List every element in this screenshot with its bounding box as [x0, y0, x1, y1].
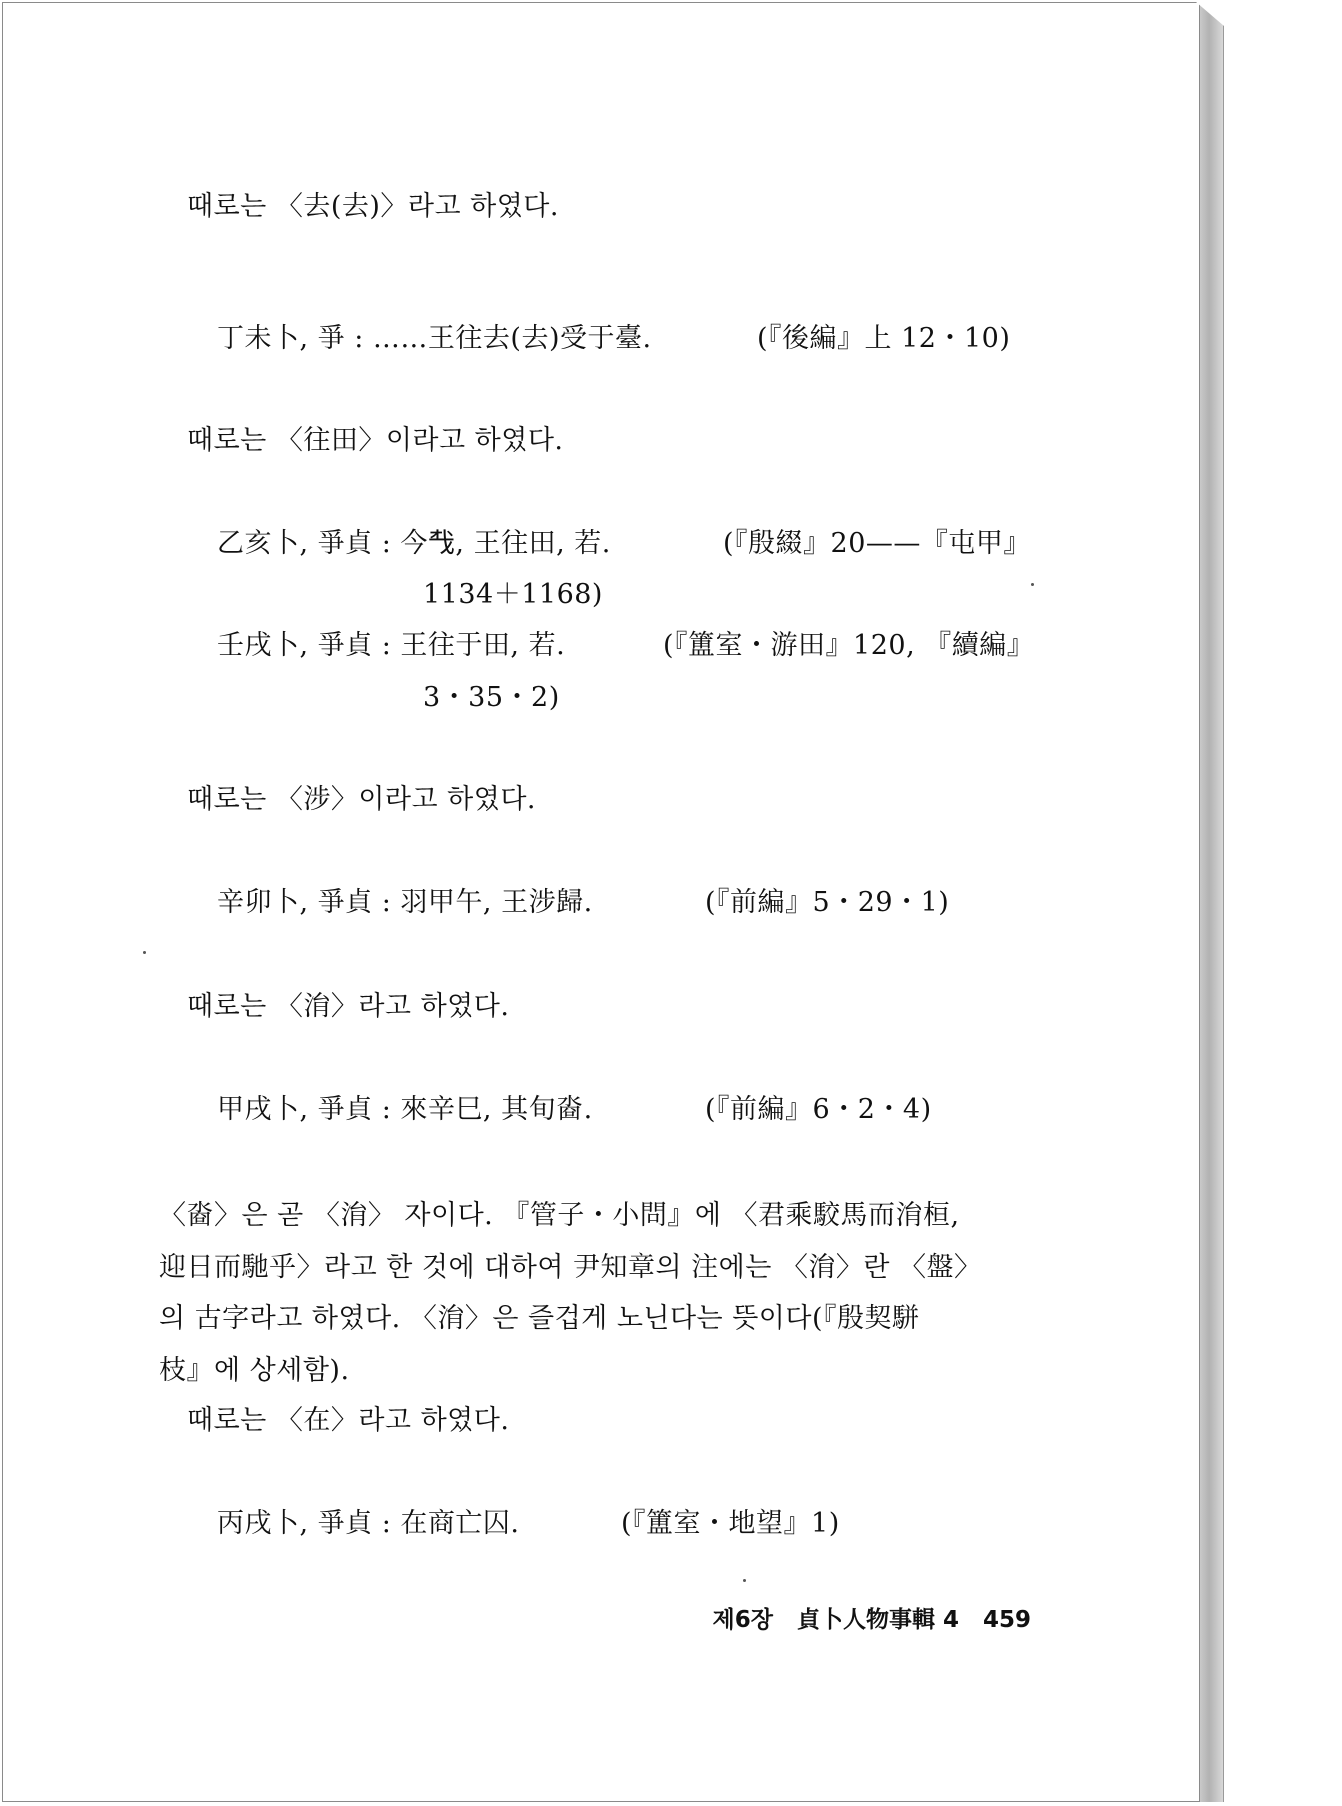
- section-title: 貞卜人物事輯 4: [796, 1607, 959, 1633]
- page-edge-corner: [1196, 2, 1224, 26]
- scan-speck: [743, 1579, 746, 1582]
- page-edge-shadow: [1200, 2, 1224, 1802]
- inscription-2: [217, 526, 1031, 562]
- inscription-text: 丙戌卜, 爭貞 : 在商亡囚.: [217, 1508, 520, 1539]
- inscription-text: 壬戌卜, 爭貞 : 王往于田, 若.: [217, 630, 566, 661]
- prose-line-2: 때로는 〈往田〉이라고 하였다.: [187, 425, 564, 456]
- inscription-text: 丁未卜, 爭 : ……王往去(去)受于臺.: [217, 323, 652, 354]
- inscription-source: (『前編』6・2・4): [705, 1094, 932, 1125]
- page-number: 459: [982, 1607, 1031, 1633]
- inscription-source: (『後編』上 12・10): [757, 323, 1011, 354]
- scan-speck: [143, 951, 146, 954]
- commentary-line: 枝』에 상세함).: [159, 1354, 350, 1386]
- prose-line-4: 때로는 〈㳙〉라고 하였다.: [187, 991, 510, 1022]
- prose-line-3: 때로는 〈涉〉이라고 하였다.: [187, 784, 536, 815]
- inscription-text: 乙亥卜, 爭貞 : 今𢦔, 王往田, 若.: [217, 528, 611, 559]
- inscription-source: (『簠室・地望』1): [621, 1508, 840, 1539]
- commentary-line: 의 古字라고 하였다. 〈㳙〉은 즐겁게 노닌다는 뜻이다(『殷契駢: [159, 1303, 920, 1334]
- inscription-2-continued: 1134＋1168): [423, 579, 603, 610]
- inscription-text: 甲戌卜, 爭貞 : 來辛巳, 其旬㴅.: [217, 1094, 593, 1125]
- prose-line-5: 때로는 〈在〉라고 하였다.: [187, 1405, 510, 1436]
- prose-line-1: 때로는 〈去(去)〉라고 하였다.: [187, 191, 559, 222]
- inscription-text: 辛卯卜, 爭貞 : 羽甲午, 王涉歸.: [217, 887, 593, 918]
- inscription-source: (『簠室・游田』120, 『續編』: [663, 630, 1035, 661]
- book-page: [2, 2, 1200, 1802]
- inscription-3-continued: 3・35・2): [423, 682, 560, 713]
- inscription-1: [217, 321, 1011, 357]
- chapter-label: 제6장: [712, 1607, 773, 1633]
- commentary-line: 〈㴅〉은 곧 〈㳙〉 자이다. 『管子・小問』에 〈君乘駮馬而㳙桓,: [159, 1200, 960, 1231]
- inscription-5: [217, 1092, 932, 1128]
- inscription-3: [217, 628, 1035, 664]
- inscription-source: (『前編』5・29・1): [705, 887, 950, 918]
- page-footer: [696, 1601, 1031, 1634]
- commentary-line: 迎日而馳乎〉라고 한 것에 대하여 尹知章의 注에는 〈㳙〉란 〈盤〉: [159, 1251, 982, 1283]
- commentary-paragraph: [159, 1190, 1035, 1396]
- inscription-source: (『殷綴』20——『屯甲』: [723, 528, 1031, 559]
- inscription-6: [217, 1506, 840, 1542]
- scan-speck: [1031, 583, 1034, 586]
- inscription-4: [217, 885, 950, 921]
